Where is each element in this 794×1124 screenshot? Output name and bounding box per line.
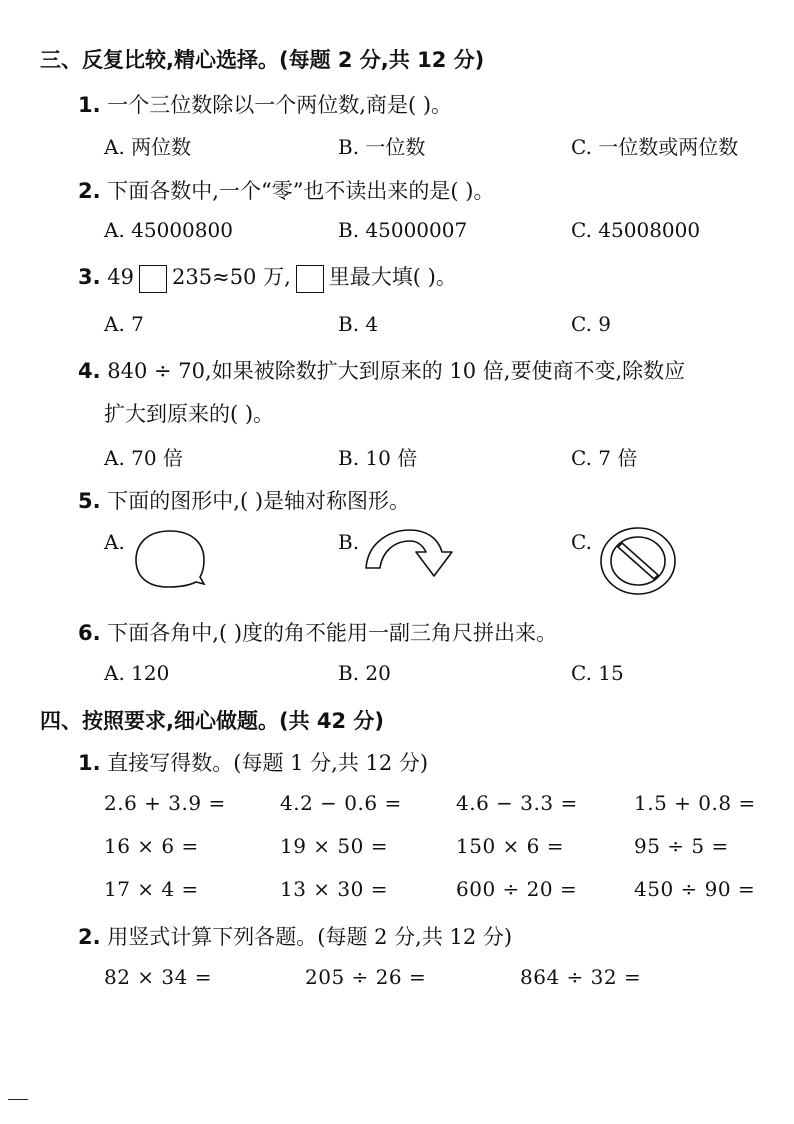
vertical-calc-item: 82 × 34 = bbox=[104, 965, 212, 989]
question-3 bbox=[78, 261, 457, 293]
q2-option-a[interactable]: A. 45000800 bbox=[104, 218, 233, 242]
calc-item: 13 × 30 = bbox=[280, 877, 388, 901]
question-text: 下面的图形中,( )是轴对称图形。 bbox=[107, 489, 411, 513]
q5-option-a[interactable]: A. bbox=[104, 530, 125, 554]
q3-option-c[interactable]: C. 9 bbox=[571, 312, 612, 336]
calc-item: 600 ÷ 20 = bbox=[456, 877, 578, 901]
q6-option-a[interactable]: A. 120 bbox=[104, 661, 170, 685]
calc-item: 2.6 + 3.9 = bbox=[104, 791, 226, 815]
calc-item: 16 × 6 = bbox=[104, 834, 199, 858]
calc-item: 450 ÷ 90 = bbox=[634, 877, 756, 901]
question-number: 2. bbox=[78, 925, 101, 949]
speech-bubble-shape-icon bbox=[130, 527, 210, 593]
question-text: 用竖式计算下列各题。(每题 2 分,共 12 分) bbox=[107, 925, 513, 949]
section-4-question-1 bbox=[78, 747, 428, 777]
q3-option-a[interactable]: A. 7 bbox=[104, 312, 144, 336]
q1-option-a[interactable]: A. 两位数 bbox=[104, 135, 192, 159]
question-text-part-b: 235≈50 万, bbox=[172, 265, 291, 289]
q6-option-b[interactable]: B. 20 bbox=[338, 661, 391, 685]
q6-option-c[interactable]: C. 15 bbox=[571, 661, 624, 685]
q4-option-c[interactable]: C. 7 倍 bbox=[571, 446, 638, 470]
section-4-heading: 四、按照要求,细心做题。(共 42 分) bbox=[40, 709, 385, 733]
question-number: 3. bbox=[78, 265, 101, 289]
question-4-line-2: 扩大到原来的( )。 bbox=[104, 402, 275, 426]
q5-option-c[interactable]: C. bbox=[571, 530, 592, 554]
q1-option-b[interactable]: B. 一位数 bbox=[338, 135, 426, 159]
question-4 bbox=[78, 355, 685, 385]
question-text: 下面各角中,( )度的角不能用一副三角尺拼出来。 bbox=[107, 621, 558, 645]
q4-option-a[interactable]: A. 70 倍 bbox=[104, 446, 183, 470]
section-3-heading: 三、反复比较,精心选择。(每题 2 分,共 12 分) bbox=[40, 48, 485, 72]
q5-option-b[interactable]: B. bbox=[338, 530, 360, 554]
q4-option-b[interactable]: B. 10 倍 bbox=[338, 446, 418, 470]
calc-item: 1.5 + 0.8 = bbox=[634, 791, 756, 815]
question-number: 1. bbox=[78, 93, 101, 117]
question-number: 5. bbox=[78, 489, 101, 513]
blank-box[interactable] bbox=[139, 265, 167, 293]
question-1 bbox=[78, 89, 452, 119]
calc-item: 19 × 50 = bbox=[280, 834, 388, 858]
prohibition-sign-shape-icon bbox=[598, 525, 678, 597]
question-5 bbox=[78, 485, 410, 515]
question-text: 下面各数中,一个“零”也不读出来的是( )。 bbox=[107, 179, 495, 203]
q1-option-c[interactable]: C. 一位数或两位数 bbox=[571, 135, 739, 159]
section-4-question-2 bbox=[78, 921, 512, 951]
calc-item: 95 ÷ 5 = bbox=[634, 834, 729, 858]
vertical-calc-item: 205 ÷ 26 = bbox=[305, 965, 427, 989]
q3-option-b[interactable]: B. 4 bbox=[338, 312, 379, 336]
blank-box[interactable] bbox=[296, 265, 324, 293]
question-text-part-a: 49 bbox=[107, 265, 135, 289]
question-text: 直接写得数。(每题 1 分,共 12 分) bbox=[107, 751, 429, 775]
vertical-calc-item: 864 ÷ 32 = bbox=[520, 965, 642, 989]
calc-item: 17 × 4 = bbox=[104, 877, 199, 901]
q2-option-c[interactable]: C. 45008000 bbox=[571, 218, 701, 242]
question-text: 一个三位数除以一个两位数,商是( )。 bbox=[107, 93, 453, 117]
question-6 bbox=[78, 617, 557, 647]
question-2 bbox=[78, 175, 495, 205]
calc-item: 150 × 6 = bbox=[456, 834, 564, 858]
question-text: 840 ÷ 70,如果被除数扩大到原来的 10 倍,要使商不变,除数应 bbox=[107, 359, 686, 383]
q2-option-b[interactable]: B. 45000007 bbox=[338, 218, 468, 242]
question-number: 2. bbox=[78, 179, 101, 203]
calc-item: 4.2 − 0.6 = bbox=[280, 791, 402, 815]
curved-arrow-shape-icon bbox=[362, 526, 458, 582]
page-corner-mark bbox=[8, 1099, 28, 1100]
question-number: 6. bbox=[78, 621, 101, 645]
question-number: 4. bbox=[78, 359, 101, 383]
question-text-part-c: 里最大填( )。 bbox=[328, 265, 457, 289]
question-number: 1. bbox=[78, 751, 101, 775]
calc-item: 4.6 − 3.3 = bbox=[456, 791, 578, 815]
